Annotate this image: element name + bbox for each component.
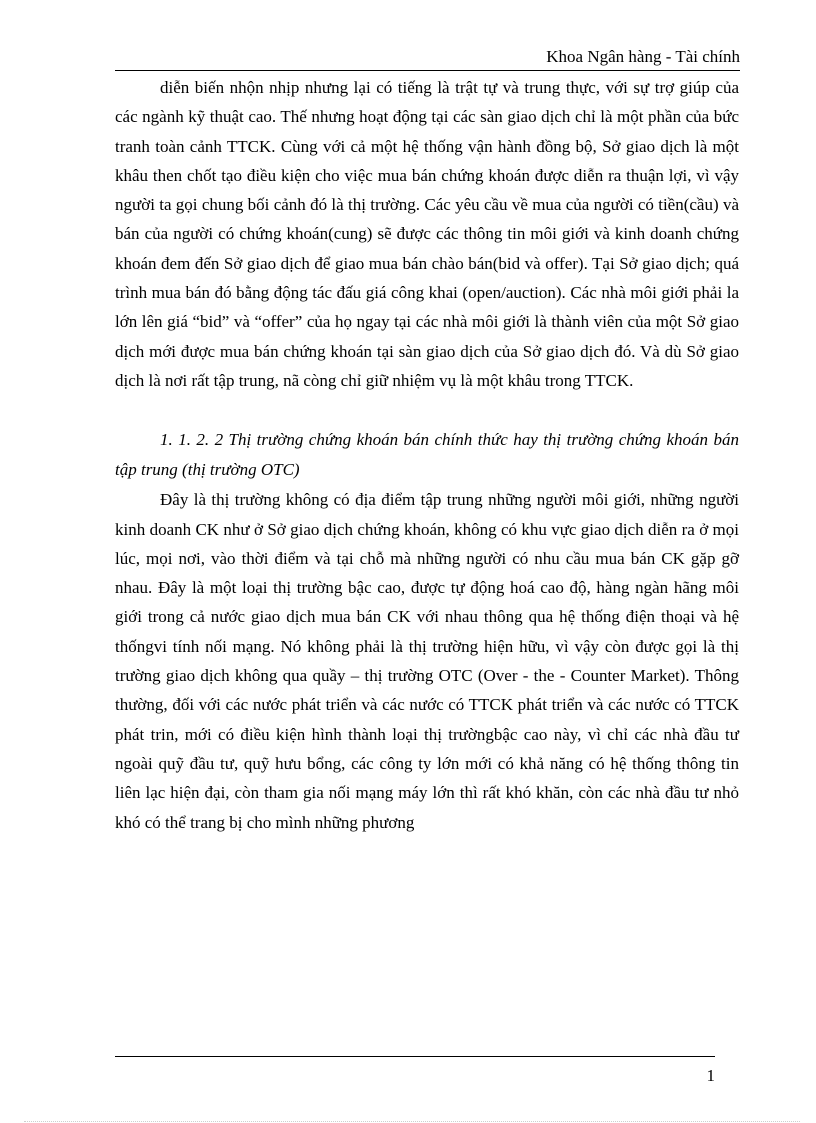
header-title: Khoa Ngân hàng - Tài chính [546, 47, 740, 66]
page-edge-dotted-line [24, 1121, 800, 1122]
page-body [115, 73, 739, 837]
paragraph-continued: diễn biến nhộn nhịp nhưng lại có tiếng là trật tự và trung thực, với sự trợ giúp của các ngành kỹ thuật cao. Thế nhưng hoạt động tại các sàn giao dịch chỉ là một phần của bức tranh toàn cảnh TTCK. Cùng với cả một hệ thống vận hành đồng bộ, Sở giao dịch là một khâu then chốt tạo điều kiện cho việc mua bán chứng khoán được diễn ra thuận lợi, vì vậy người ta gọi chung bối cảnh đó là thị trường. Các yêu cầu về mua của người có tiền(cầu) và bán của người có chứng khoán(cung) sẽ được các thông tin môi giới và kinh doanh chứng khoán đem đến Sở giao dịch để giao mua bán chào bán(bid và offer). Tại Sở giao dịch; quá trình mua bán đó bằng động tác đấu giá công khai (open/auction). Các nhà môi giới phải la lớn lên giá “bid” và “offer” của họ ngay tại các nhà môi giới là thành viên của một Sở giao dịch mới được mua bán chứng khoán tại sàn giao dịch của Sở giao dịch đó. Và dù Sở giao dịch là nơi rất tập trung, nã còng chỉ giữ nhiệm vụ là một khâu trong TTCK. [115, 78, 739, 390]
header-divider [115, 70, 740, 71]
section-heading: 1. 1. 2. 2 Thị trường chứng khoán bán chính thức hay thị trường chứng khoán bán tập trung (thị trường OTC) [115, 430, 739, 480]
footer-divider [115, 1056, 715, 1057]
page-number: 1 [706, 1066, 715, 1085]
paragraph-otc-market: Đây là thị trường không có địa điểm tập trung những người môi giới, những người kinh doanh CK như ở Sở giao dịch chứng khoán, không có khu vực giao dịch diễn ra ở mọi lúc, mọi nơi, vào thời điểm và tại chỗ mà những người có nhu cầu mua bán CK gặp gỡ nhau. Đây là một loại thị trường bậc cao, được tự động hoá cao độ, hàng ngàn hãng môi giới trong cả nước giao dịch mua bán CK với nhau thông qua hệ thống điện thoại và hệ thốngvi tính nối mạng. Nó không phải là thị trường hiện hữu, vì vậy còn được gọi là thị trường giao dịch không qua quầy – thị trường OTC (Over - the - Counter Market). Thông thường, đối với các nước phát triển và các nước có TTCK phát triển và các nước có TTCK phát trin, mới có điều kiện hình thành loại thị trườngbậc cao này, vì chỉ các nhà đầu tư ngoài quỹ đầu tư, quỹ hưu bổng, các công ty lớn mới có khả năng có hệ thống thông tin liên lạc hiện đại, còn tham gia nối mạng máy lớn thì rất khó khăn, còn các nhà đầu tư nhỏ khó có thể trang bị cho mình những phương [115, 490, 739, 832]
